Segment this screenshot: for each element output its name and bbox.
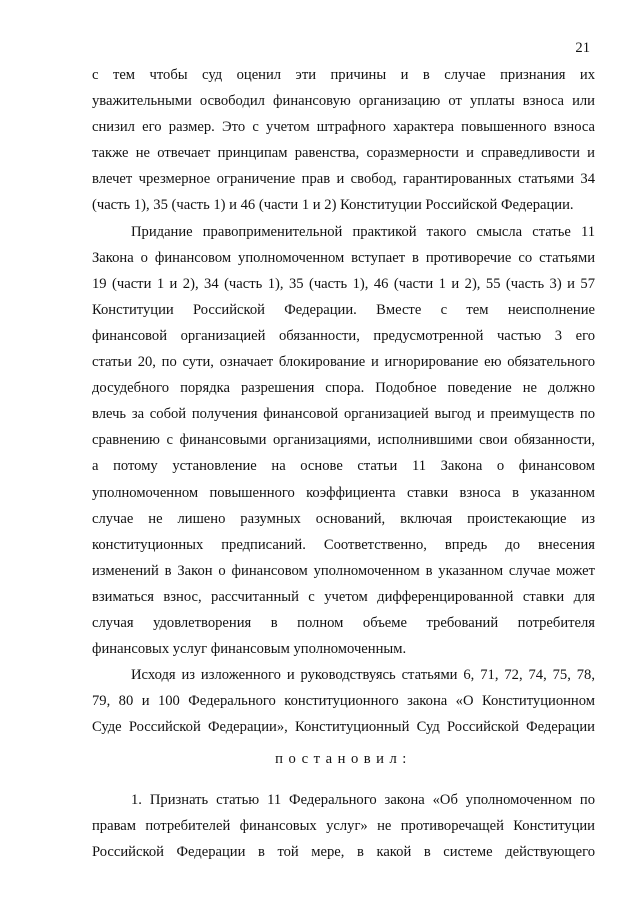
text-line: влечь за собой получения финансовой организацией выгод и преимуществ по xyxy=(92,406,595,423)
text-line: правам потребителей финансовых услуг» не противоречащей Конституции xyxy=(92,817,595,834)
text-line: взиматься взнос, рассчитанный с учетом дифференцированной ставки для xyxy=(92,588,595,605)
page-number: 21 xyxy=(575,40,590,56)
text-line: а потому установление на основе статьи 11 Закона о финансовом xyxy=(92,458,595,475)
paragraph-interpretation xyxy=(92,219,595,663)
text-line: снизил его размер. Это с учетом штрафного характера повышенного взноса xyxy=(92,119,595,136)
text-line: 79, 80 и 100 Федерального конституционного закона «О Конституционном xyxy=(92,693,595,710)
text-line: финансовой организацией обязанности, предусмотренной частью 3 его xyxy=(92,327,595,344)
text-line: случае не лишено разумных оснований, включая проистекающие из xyxy=(92,510,595,527)
text-line: случая удовлетворения в полном объеме требований потребителя xyxy=(92,614,595,631)
text-line: конституционных предписаний. Соответственно, впредь до внесения xyxy=(92,536,595,553)
paragraph-continuation xyxy=(92,62,595,219)
text-line: изменений в Закон о финансовом уполномоченном в указанном случае может xyxy=(92,562,595,579)
text-line: Исходя из изложенного и руководствуясь статьями 6, 71, 72, 74, 75, 78, xyxy=(131,667,595,684)
text-line: Российской Федерации в той мере, в какой в системе действующего xyxy=(92,843,595,860)
text-line: 1. Признать статью 11 Федерального закона «Об уполномоченном по xyxy=(131,791,595,808)
text-line: финансовых услуг финансовым уполномоченным. xyxy=(92,641,407,658)
text-line: сравнению с финансовыми организациями, исполнившими свои обязанности, xyxy=(92,432,595,449)
text-line: с тем чтобы суд оценил эти причины и в случае признания их xyxy=(92,67,595,83)
text-line: уважительными освободил финансовую организацию от уплаты взноса или xyxy=(92,93,595,110)
text-line: влечет чрезмерное ограничение прав и свобод, гарантированных статьями 34 xyxy=(92,171,595,188)
text-line: Суде Российской Федерации», Конституционный Суд Российской Федерации xyxy=(92,719,595,736)
text-line: Закона о финансовом уполномоченном вступает в противоречие со статьями xyxy=(92,249,595,266)
text-line: (часть 1), 35 (часть 1) и 46 (части 1 и 2) Конституции Российской Федерации. xyxy=(92,197,574,214)
text-line: также не отвечает принципам равенства, соразмерности и справедливости и xyxy=(92,145,595,162)
paragraph-resolution xyxy=(92,787,595,865)
text-line: 19 (части 1 и 2), 34 (часть 1), 35 (часть 1), 46 (части 1 и 2), 55 (часть 3) и 57 xyxy=(92,275,595,292)
text-line: статьи 20, по сути, означает блокирование и игнорирование ею обязательного xyxy=(92,354,595,371)
text-line: уполномоченном повышенного коэффициента ставки взноса в указанном xyxy=(92,484,595,501)
text-line: Конституции Российской Федерации. Вместе с тем неисполнение xyxy=(92,301,595,318)
text-line: досудебного порядка разрешения спора. Подобное поведение не должно xyxy=(92,380,595,397)
document-body xyxy=(92,62,595,865)
text-line: Придание правоприменительной практикой такого смысла статье 11 xyxy=(131,223,595,240)
resolution-heading: постановил: xyxy=(275,751,412,768)
paragraph-grounds xyxy=(92,662,595,740)
